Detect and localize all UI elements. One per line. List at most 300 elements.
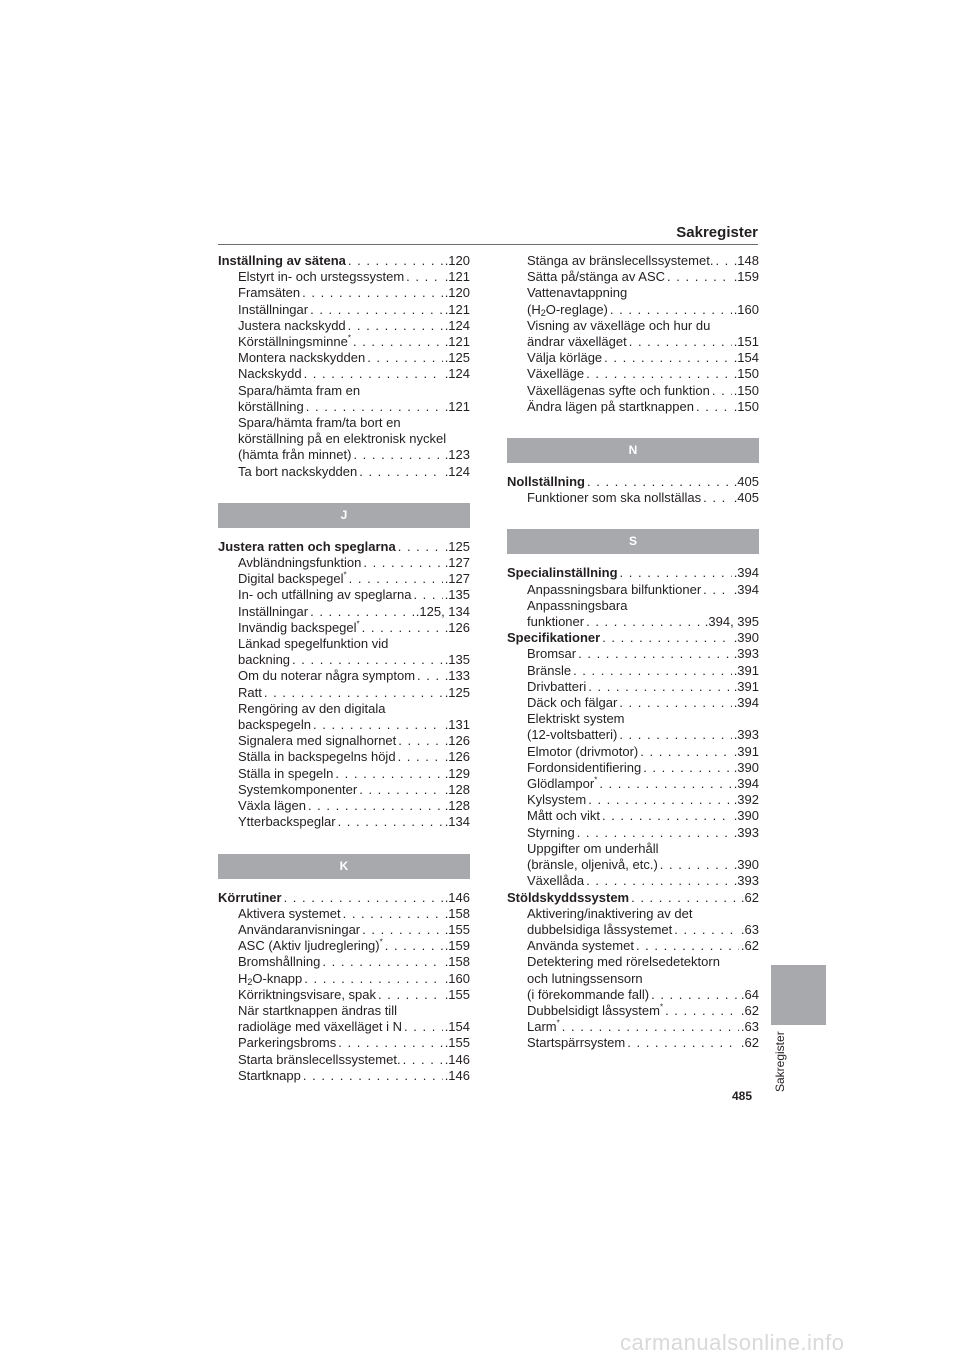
entry-label: O-knapp xyxy=(252,970,303,986)
entry-page: .133 xyxy=(444,668,470,684)
side-tab-label: Sakregister xyxy=(773,1031,787,1092)
entry-text: Signalera med signalhornet xyxy=(238,733,397,749)
entry-text-line: Visning av växelläge och hur du xyxy=(527,317,711,333)
index-entry[interactable] xyxy=(507,873,759,889)
index-entry[interactable] xyxy=(218,668,470,684)
letter-band-n: N xyxy=(507,438,759,463)
leader-dots xyxy=(577,825,732,841)
entry-text-line: Uppgifter om underhåll xyxy=(527,840,659,856)
entry-page: .155 xyxy=(444,1035,470,1051)
leader-dots xyxy=(349,571,443,587)
leader-dots xyxy=(627,1035,739,1051)
index-entry[interactable] xyxy=(218,302,470,318)
leader-dots xyxy=(696,399,732,415)
entry-page: .394 xyxy=(733,776,759,792)
entry-text: Avbländningsfunktion xyxy=(238,555,362,571)
entry-page: .62 xyxy=(740,1002,759,1018)
entry-text: Inställningar xyxy=(238,603,309,619)
leader-dots xyxy=(417,668,443,684)
entry-text: Aktivera systemet xyxy=(238,905,341,921)
entry-page: .158 xyxy=(444,905,470,921)
page-number: 485 xyxy=(732,1089,753,1103)
entry-page: .393 xyxy=(733,824,759,840)
leader-dots xyxy=(413,587,442,603)
entry-text: (bränsle, oljenivå, etc.) xyxy=(527,857,658,873)
index-entry[interactable] xyxy=(507,490,759,506)
entry-text-line: Rengöring av den digitala xyxy=(238,700,386,716)
entry-text-line: Vattenavtappning xyxy=(527,285,628,301)
footnote-marker: * xyxy=(347,333,351,343)
index-entry[interactable] xyxy=(218,652,470,668)
entry-text: Styrning xyxy=(527,824,575,840)
entry-text: Ytterbackspeglar xyxy=(238,814,336,830)
leader-dots xyxy=(362,620,443,636)
entry-page: .64 xyxy=(740,986,759,1002)
entry-page: .146 xyxy=(444,1067,470,1083)
entry-text: körställning xyxy=(238,398,304,414)
leader-dots xyxy=(586,366,732,382)
leader-dots xyxy=(587,474,732,490)
entry-page: .62 xyxy=(740,1035,759,1051)
entry-text: Stänga av bränslecellssystemet. xyxy=(527,253,714,268)
index-entry-head[interactable] xyxy=(218,253,470,269)
leader-dots xyxy=(378,987,443,1003)
entry-text: Stöldskyddssystem xyxy=(507,889,630,905)
index-entry[interactable] xyxy=(507,825,759,841)
entry-text xyxy=(527,1019,560,1035)
index-entry[interactable] xyxy=(507,302,759,318)
entry-text: Använda systemet xyxy=(527,938,634,954)
letter-band-s: S xyxy=(507,529,759,554)
entry-page: .160 xyxy=(733,301,759,317)
entry-page: .394, 395 xyxy=(704,614,759,630)
index-entry[interactable] xyxy=(507,366,759,382)
leader-dots xyxy=(643,760,732,776)
leader-dots xyxy=(588,792,731,808)
index-entry[interactable] xyxy=(218,1068,470,1084)
leader-dots xyxy=(610,302,732,318)
entry-text: Om du noterar några symptom xyxy=(238,668,416,684)
leader-dots xyxy=(599,776,731,792)
chemical-prefix: H xyxy=(238,970,248,986)
index-entry[interactable] xyxy=(507,350,759,366)
index-entry[interactable] xyxy=(218,1035,470,1051)
subscript-digit: 2 xyxy=(540,307,546,318)
leader-dots xyxy=(343,906,443,922)
index-entry[interactable] xyxy=(507,253,759,269)
entry-text: funktioner xyxy=(527,614,585,630)
index-entry[interactable] xyxy=(218,954,470,970)
index-entry[interactable] xyxy=(507,760,759,776)
leader-dots xyxy=(631,890,739,906)
index-entry[interactable] xyxy=(218,447,470,463)
entry-page: .405 xyxy=(733,474,759,490)
index-entry[interactable] xyxy=(218,922,470,938)
footnote-marker: * xyxy=(556,1018,560,1028)
leader-dots xyxy=(586,614,703,630)
entry-text: Användaranvisningar xyxy=(238,921,361,937)
index-entry[interactable] xyxy=(218,285,470,301)
entry-text-line: Spara/hämta fram/ta bort en xyxy=(238,415,401,431)
footnote-marker: * xyxy=(379,937,383,947)
index-entry[interactable] xyxy=(218,399,470,415)
leader-dots xyxy=(674,922,739,938)
entry-text: Bromsar xyxy=(527,646,577,662)
entry-text: Anpassningsbara bilfunktioner xyxy=(527,581,702,597)
index-entry[interactable] xyxy=(507,1003,759,1019)
leader-dots xyxy=(348,318,443,334)
entry-text: In- och utfällning av speglarna xyxy=(238,587,412,603)
entry-page: .150 xyxy=(733,382,759,398)
index-entry[interactable] xyxy=(218,906,470,922)
index-entry[interactable] xyxy=(507,646,759,662)
entry-page: .405 xyxy=(733,490,759,506)
leader-dots xyxy=(304,971,442,987)
letter-band-j: J xyxy=(218,503,470,528)
index-entry[interactable] xyxy=(218,971,470,987)
index-entry[interactable] xyxy=(218,749,470,765)
leader-dots xyxy=(304,366,443,382)
leader-dots xyxy=(586,873,732,889)
entry-text: Systemkomponenter xyxy=(238,781,358,797)
index-entry[interactable] xyxy=(507,383,759,399)
entry-text xyxy=(527,776,597,792)
entry-page: .394 xyxy=(733,565,759,581)
leader-dots xyxy=(602,808,732,824)
section-thumb-tab[interactable] xyxy=(771,965,826,1025)
entry-page: .121 xyxy=(444,301,470,317)
entry-text: Nollställning xyxy=(507,474,585,490)
index-entry[interactable] xyxy=(218,766,470,782)
leader-dots xyxy=(665,1003,739,1019)
index-column-left xyxy=(218,253,470,1084)
entry-page: .135 xyxy=(444,652,470,668)
leader-dots xyxy=(703,582,732,598)
entry-page: .150 xyxy=(733,366,759,382)
index-entry[interactable] xyxy=(218,464,470,480)
entry-text: Inställningar xyxy=(238,301,309,317)
entry-text: Däck och fälgar xyxy=(527,695,618,711)
entry-text: Specifikationer xyxy=(507,630,601,646)
entry-text-line: och lutningssensorn xyxy=(527,970,643,986)
entry-text: Växellägenas syfte och funktion xyxy=(527,382,710,398)
leader-dots xyxy=(322,954,442,970)
entry-text: Drivbatteri xyxy=(527,678,587,694)
entry-label: Invändig backspegel xyxy=(238,619,357,635)
entry-text-line: När startknappen ändras till xyxy=(238,1002,397,1018)
entry-text: backning xyxy=(238,652,291,668)
entry-text xyxy=(238,971,302,987)
leader-dots xyxy=(348,253,443,269)
entry-page: .146 xyxy=(444,889,470,905)
entry-text: Elstyrt in- och urstegssystem xyxy=(238,269,405,285)
leader-dots xyxy=(620,565,732,581)
entry-label: Digital backspegel xyxy=(238,571,344,587)
entry-text: radioläge med växelläget i N xyxy=(238,1019,403,1035)
leader-dots xyxy=(363,555,442,571)
entry-page: .134 xyxy=(444,814,470,830)
entry-text-line: Aktivering/inaktivering av det xyxy=(527,905,693,921)
footnote-marker: * xyxy=(659,1002,664,1012)
entry-text xyxy=(238,938,383,954)
entry-text xyxy=(527,1003,663,1019)
leader-dots xyxy=(292,652,443,668)
entry-page: .126 xyxy=(444,619,470,635)
index-entry[interactable] xyxy=(218,782,470,798)
index-entry[interactable] xyxy=(507,857,759,873)
entry-page: .393 xyxy=(733,646,759,662)
entry-text: (i förekommande fall) xyxy=(527,986,650,1002)
entry-text: Bromshållning xyxy=(238,954,321,970)
leader-dots xyxy=(313,717,443,733)
entry-text: Körriktningsvisare, spak xyxy=(238,986,376,1002)
entry-page: .125 xyxy=(444,350,470,366)
index-entry[interactable] xyxy=(218,717,470,733)
entry-text: Kylsystem xyxy=(527,792,587,808)
entry-text: Startknapp xyxy=(238,1067,301,1083)
index-entry[interactable] xyxy=(507,399,759,415)
leader-dots xyxy=(303,1068,443,1084)
entry-text-line: Anpassningsbara xyxy=(527,597,628,613)
leader-dots xyxy=(604,350,732,366)
entry-page: .390 xyxy=(733,808,759,824)
leader-dots xyxy=(629,334,732,350)
entry-text: Mått och vikt xyxy=(527,808,600,824)
index-entry[interactable] xyxy=(507,334,759,350)
leader-dots xyxy=(338,814,443,830)
entry-page: .155 xyxy=(444,921,470,937)
entry-page: .121 xyxy=(444,269,470,285)
entry-text: dubbelsidiga låssystemet xyxy=(527,921,673,937)
entry-text-line: Detektering med rörelsedetektorn xyxy=(527,954,720,970)
entry-text xyxy=(238,620,360,636)
entry-page: .158 xyxy=(444,954,470,970)
leader-dots xyxy=(362,922,443,938)
entry-page: .128 xyxy=(444,798,470,814)
footnote-marker: * xyxy=(343,570,347,580)
index-entry[interactable] xyxy=(507,663,759,679)
index-entry[interactable] xyxy=(507,776,759,792)
leader-dots xyxy=(573,663,732,679)
index-entry[interactable] xyxy=(507,582,759,598)
entry-page: .154 xyxy=(733,350,759,366)
entry-page: .393 xyxy=(733,873,759,889)
entry-page: .150 xyxy=(733,398,759,414)
entry-page: .126 xyxy=(444,749,470,765)
index-entry[interactable] xyxy=(218,366,470,382)
index-entry[interactable] xyxy=(218,334,470,350)
page-header-title: Sakregister xyxy=(676,224,758,241)
entry-page: .125 xyxy=(444,538,470,554)
index-entry[interactable] xyxy=(507,808,759,824)
entry-text: Elmotor (drivmotor) xyxy=(527,743,639,759)
leader-dots xyxy=(367,350,443,366)
entry-page: .120 xyxy=(444,253,470,268)
index-entry[interactable] xyxy=(218,555,470,571)
entry-text xyxy=(238,571,347,587)
index-entry-head[interactable] xyxy=(218,890,470,906)
leader-dots xyxy=(712,383,732,399)
entry-text: Ändra lägen på startknappen xyxy=(527,398,694,414)
leader-dots xyxy=(660,857,732,873)
entry-text: Startspärrsystem xyxy=(527,1035,626,1051)
index-entry[interactable] xyxy=(218,1019,470,1035)
entry-text: Ställa in spegeln xyxy=(238,765,334,781)
entry-page: .160 xyxy=(444,970,470,986)
index-entry[interactable] xyxy=(218,733,470,749)
index-entry[interactable] xyxy=(507,1019,759,1035)
entry-page: .121 xyxy=(444,398,470,414)
index-entry[interactable] xyxy=(507,792,759,808)
entry-text: (12-voltsbatteri) xyxy=(527,727,618,743)
entry-text: Starta bränslecellssystemet. xyxy=(238,1051,401,1067)
entry-text: Funktioner som ska nollställas xyxy=(527,490,702,506)
entry-page: .120 xyxy=(444,285,470,301)
entry-page: .124 xyxy=(444,463,470,479)
entry-page: .394 xyxy=(733,581,759,597)
chemical-prefix: (H xyxy=(527,301,541,317)
entry-page: .126 xyxy=(444,733,470,749)
index-entry[interactable] xyxy=(218,269,470,285)
header-rule xyxy=(218,244,758,245)
entry-page: .151 xyxy=(733,334,759,350)
entry-page: .129 xyxy=(444,765,470,781)
entry-label: ASC (Aktiv ljudreglering) xyxy=(238,938,380,954)
index-entry[interactable] xyxy=(218,798,470,814)
entry-page: .124 xyxy=(444,366,470,382)
index-entry[interactable] xyxy=(218,587,470,603)
entry-text: Montera nackskydden xyxy=(238,350,366,366)
entry-text xyxy=(527,302,608,318)
entry-page: .135 xyxy=(444,587,470,603)
leader-dots xyxy=(359,782,442,798)
index-entry[interactable] xyxy=(507,727,759,743)
entry-label: Larm xyxy=(527,1019,557,1035)
footnote-marker: * xyxy=(356,619,360,629)
entry-page: .155 xyxy=(444,986,470,1002)
leader-dots xyxy=(398,749,443,765)
entry-text: (hämta från minnet) xyxy=(238,447,352,463)
index-entry[interactable] xyxy=(507,987,759,1003)
index-entry[interactable] xyxy=(507,679,759,695)
entry-label: Glödlampor xyxy=(527,776,595,792)
index-entry-head[interactable] xyxy=(507,630,759,646)
entry-page: .390 xyxy=(733,630,759,646)
leader-dots xyxy=(353,334,443,350)
index-entry[interactable] xyxy=(507,938,759,954)
leader-dots xyxy=(335,766,442,782)
entry-label: Körställningsminne xyxy=(238,334,348,350)
entry-text: Fordonsidentifiering xyxy=(527,759,642,775)
leader-dots xyxy=(310,604,414,620)
index-entry[interactable] xyxy=(218,604,470,620)
index-entry[interactable] xyxy=(507,614,759,630)
entry-text: Inställning av sätena xyxy=(218,253,346,268)
entry-page: .125, 134 xyxy=(415,603,470,619)
leader-dots xyxy=(284,890,443,906)
index-entry[interactable] xyxy=(507,1035,759,1051)
leader-dots xyxy=(353,447,442,463)
entry-page: .124 xyxy=(444,317,470,333)
index-entry[interactable] xyxy=(218,685,470,701)
entry-text-line: Länkad spegelfunktion vid xyxy=(238,636,389,652)
index-entry[interactable] xyxy=(507,269,759,285)
entry-text: ändrar växelläget xyxy=(527,334,627,350)
entry-text xyxy=(238,334,351,350)
entry-page: .391 xyxy=(733,743,759,759)
leader-dots xyxy=(703,490,732,506)
entry-text: Justera nackskydd xyxy=(238,317,346,333)
entry-page: .391 xyxy=(733,662,759,678)
index-entry[interactable] xyxy=(218,571,470,587)
entry-text-line: Elektriskt system xyxy=(527,711,625,727)
entry-page: .393 xyxy=(733,727,759,743)
index-entry-head[interactable] xyxy=(507,474,759,490)
leader-dots xyxy=(588,679,731,695)
leader-dots xyxy=(385,938,443,954)
entry-page: .125 xyxy=(444,684,470,700)
leader-dots xyxy=(264,685,443,701)
entry-text-line: körställning på en elektronisk nyckel xyxy=(238,431,447,447)
entry-page: .394 xyxy=(733,695,759,711)
index-entry[interactable] xyxy=(218,938,470,954)
entry-page: .159 xyxy=(733,269,759,285)
entry-text: Ratt xyxy=(238,684,262,700)
leader-dots xyxy=(651,987,739,1003)
index-entry[interactable] xyxy=(507,922,759,938)
entry-label: Dubbelsidigt låssystem xyxy=(527,1002,660,1018)
index-entry[interactable] xyxy=(218,987,470,1003)
entry-page: .127 xyxy=(444,571,470,587)
leader-dots xyxy=(359,464,442,480)
entry-text: Framsäten xyxy=(238,285,301,301)
letter-band-k: K xyxy=(218,854,470,879)
index-entry[interactable] xyxy=(507,695,759,711)
entry-page: .121 xyxy=(444,334,470,350)
leader-dots xyxy=(619,695,731,711)
entry-page: .154 xyxy=(444,1019,470,1035)
index-entry[interactable] xyxy=(218,350,470,366)
subscript-digit: 2 xyxy=(247,976,253,987)
leader-dots xyxy=(578,646,732,662)
index-entry-head[interactable] xyxy=(507,890,759,906)
entry-text: Justera ratten och speglarna xyxy=(218,538,396,554)
watermark: carmanualsonline.info xyxy=(620,1330,845,1355)
entry-page: .62 xyxy=(740,889,759,905)
index-entry-head[interactable] xyxy=(218,539,470,555)
leader-dots xyxy=(398,539,443,555)
index-entry[interactable] xyxy=(218,1052,470,1068)
leader-dots xyxy=(667,269,732,285)
index-entry[interactable] xyxy=(218,620,470,636)
leader-dots xyxy=(602,630,731,646)
entry-text: backspegeln xyxy=(238,717,311,733)
entry-label: O-reglage) xyxy=(545,301,608,317)
index-entry-head[interactable] xyxy=(507,565,759,581)
entry-page: .391 xyxy=(733,678,759,694)
leader-dots xyxy=(310,302,443,318)
index-entry[interactable] xyxy=(218,318,470,334)
index-entry[interactable] xyxy=(507,744,759,760)
leader-dots xyxy=(338,1035,442,1051)
leader-dots xyxy=(398,733,442,749)
entry-text: Parkeringsbroms xyxy=(238,1035,337,1051)
leader-dots xyxy=(404,1019,443,1035)
index-entry[interactable] xyxy=(218,814,470,830)
entry-page: .146 xyxy=(444,1051,470,1067)
entry-page: .131 xyxy=(444,717,470,733)
leader-dots xyxy=(640,744,731,760)
